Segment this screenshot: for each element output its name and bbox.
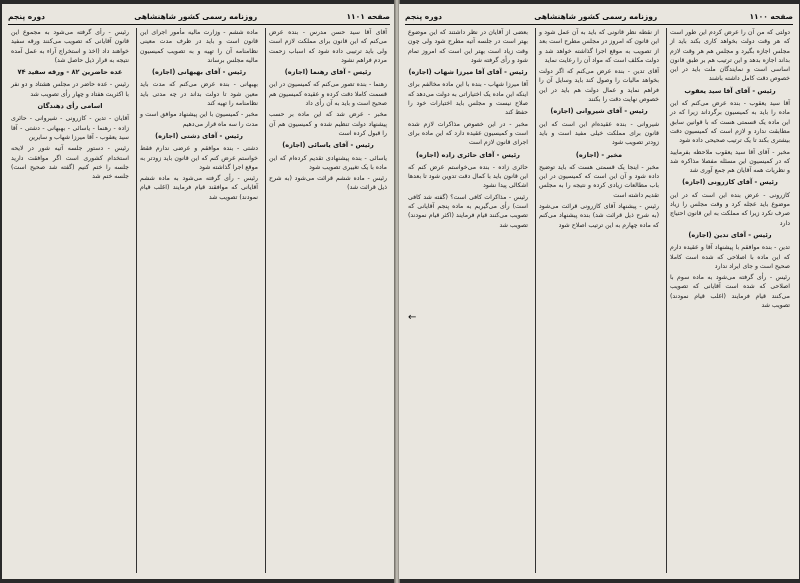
left-page-columns xyxy=(8,28,390,573)
paragraph: مخبر - عرض شد که این ماده بر حسب پیشنهاد دولت تنظیم شده و کمیسیون هم آن را قبول کرده است xyxy=(269,111,387,137)
right-page-number: صفحه ۱۱۰۰ xyxy=(749,11,793,21)
text-column xyxy=(405,28,531,573)
paragraph: رئیس - دستور جلسه آتیه شور در لایحه استخدام کشوری است اگر موافقت دارید جلسه را ختم کنیم (گفته شد صحیح است) جلسه ختم شد xyxy=(11,145,129,181)
paragraph: رئیس - ماده ششم قرائت می‌شود (به شرح ذیل قرائت شد) xyxy=(269,175,387,192)
left-page-header xyxy=(8,8,390,25)
left-page-title: روزنامه رسمی کشور شاهنشاهی xyxy=(134,11,258,21)
right-page xyxy=(398,4,799,579)
left-page-session: دوره پنجم xyxy=(8,11,46,21)
paragraph: مخبر - کمیسیون با این پیشنهاد موافق است و مدت را سه ماه قرار می‌دهیم xyxy=(140,111,258,128)
paragraph: رئیس - پیشنهاد آقای کازرونی قرائت می‌شود (به شرح ذیل قرائت شد) بنده پیشنهاد می‌کنم که ماده چهارم به این ترتیب اصلاح شود xyxy=(539,203,659,229)
paragraph: رئیس - عده حاضر در مجلس هشتاد و دو نفر با اکثریت هفتاد و چهار رأی تصویب شد xyxy=(11,81,129,98)
paragraph: رئیس - رأی گرفته می‌شود به ماده ششم آقایانی که موافقند قیام فرمایند (اغلب قیام نمودند) تصویب شد xyxy=(140,175,258,201)
speaker-heading: رئیس - آقای رهنما (اجازه) xyxy=(284,68,372,77)
speaker-heading: رئیس - آقای دشتی (اجازه) xyxy=(155,131,243,140)
paragraph: تدین - بنده موافقم با پیشنهاد آقا و عقیده دارم که این ماده با اصلاحی که شده است کاملا صحیح است و جای ایراد ندارد xyxy=(670,244,790,270)
paragraph: آقا میرزا شهاب - بنده با این ماده مخالفم برای اینکه این ماده یک اختیاراتی به دولت می‌دهد که صلاح نیست و مجلس باید اختیارات خود را حفظ کند xyxy=(408,81,528,117)
paragraph: رئیس - رأی گرفته می‌شود به ماده سوم با اصلاحی که شده است آقایانی که تصویب می‌کنند قیام فرمایند (اغلب قیام نمودند) تصویب شد xyxy=(670,274,790,310)
paragraph: مخبر - اینجا یک قسمتی هست که باید توضیح داده شود و آن این است که کمیسیون در این باب مطالعات زیادی کرده و نتیجه را به مجلس تقدیم داشته است xyxy=(539,163,659,199)
left-page xyxy=(2,4,397,579)
text-column xyxy=(136,28,261,573)
speaker-heading: رئیس - آقای تدین (اجازه) xyxy=(688,230,772,239)
paragraph: رئیس - رأی گرفته می‌شود به مجموع این قانون آقایانی که تصویب می‌کنند ورقه سفید خواهند داد (اخذ و استخراج آراء به عمل آمده نتیجه به قرار ذیل حاصل شد) xyxy=(11,29,129,64)
speaker-heading: رئیس - آقای آقا سید یعقوب xyxy=(684,86,776,95)
speaker-heading: رئیس - آقای کازرونی (اجازه) xyxy=(682,178,778,187)
text-column xyxy=(265,28,390,573)
paragraph: یاسائی - بنده پیشنهادی تقدیم کرده‌ام که این ماده با یک تغییری تصویب شود xyxy=(269,154,387,171)
speaker-heading: رئیس - آقای حائری زاده (اجازه) xyxy=(416,150,520,159)
speaker-heading: عده حاضرین ۸۲ - ورقه سفید ۷۴ xyxy=(17,68,123,77)
paragraph: بعضی از آقایان در نظر داشتند که این موضوع بهتر است در جلسه آتیه مطرح شود ولی چون وقت زیاد است بهتر این است که امروز تمام شود و رأی گرفته شود xyxy=(408,29,528,64)
paragraph: آقایان - تدین - کازرونی - شیروانی - حائری زاده - رهنما - یاسائی - بهبهانی - دشتی - آقا سید یعقوب - آقا میرزا شهاب و سایرین xyxy=(11,115,129,141)
paragraph: آقای تدین - بنده عرض می‌کنم که اگر دولت بخواهد مالیات را وصول کند باید وسایل آن را فراهم نماید و عمال دولت هم باید در این خصوص نهایت دقت را بکنند xyxy=(539,68,659,104)
speaker-heading: رئیس - آقای بهبهانی (اجازه) xyxy=(152,68,246,77)
right-page-header xyxy=(405,8,793,25)
text-column xyxy=(535,28,662,573)
speaker-heading: رئیس - آقای یاسائی (اجازه) xyxy=(282,141,374,150)
paragraph: آقای آقا سید حسن مدرس - بنده عرض می‌کنم که این قانون برای مملکت لازم است ولی باید ترتیبی داده شود که اسباب زحمت مردم فراهم نشود xyxy=(269,29,387,64)
text-column xyxy=(8,28,132,573)
paragraph: شیروانی - بنده عقیده‌ام این است که این قانون برای مملکت خیلی مفید است و باید زودتر تصویب شود xyxy=(539,120,659,147)
paragraph: مخبر - آقای آقا سید یعقوب ملاحظه بفرمایید که در کمیسیون این مسئله مفصلا مذاکره شد و نظریات همه آقایان هم جمع آوری شد xyxy=(670,148,790,175)
speaker-heading: رئیس - آقای شیروانی (اجازه) xyxy=(550,107,648,116)
paragraph: آقا سید یعقوب - بنده عرض می‌کنم که این ماده را باید به کمیسیون برگرداند زیرا که در این ماده یک قسمتی هست که با قوانین سابق مطابقت ندارد و لازم است که کمیسیون دقت بیشتری بکند تا یک ترتیب صحیحی داده شود xyxy=(670,100,790,145)
left-page-number: صفحه ۱۱۰۱ xyxy=(346,11,390,21)
text-column xyxy=(666,28,793,573)
paragraph: دشتی - بنده موافقم و عرضی ندارم فقط خواستم عرض کنم که این قانون باید زودتر به موقع اجرا گذاشته شود xyxy=(140,145,258,171)
speaker-heading: اسامی رأی دهندگان xyxy=(37,102,103,111)
margin-arrow-mark: ← xyxy=(408,312,417,323)
paragraph: بهبهانی - بنده عرض می‌کنم که مدت باید معین شود تا دولت بداند در چه مدتی باید نظامنامه را تهیه کند xyxy=(140,81,258,108)
paragraph: از نقطه نظر قانونی که باید به آن عمل شود و این قانون که امروز در مجلس مطرح است بعد از تصویب به موقع اجرا گذاشته خواهد شد و دولت مکلف است که مواد آن را رعایت نماید xyxy=(539,29,659,64)
speaker-heading: مخبر - (اجازه) xyxy=(575,150,623,159)
right-page-columns xyxy=(405,28,793,573)
paragraph: دولتی که من آن را عرض کردم این طور است که هر وقت دولت بخواهد کاری بکند باید از مجلس اجازه بگیرد و مجلس هم هر وقت لازم بداند اجازه بدهد و این ترتیب هم بر طبق قانون اساسی است و نمایندگان ملت باید در این خصوص دقت کامل داشته باشند xyxy=(670,29,790,83)
right-page-session: دوره پنجم xyxy=(405,11,443,21)
paragraph: رهنما - بنده تصور می‌کنم که کمیسیون در این قسمت کاملا دقت کرده و عقیده کمیسیون هم صحیح است و باید به آن رأی داد xyxy=(269,81,387,108)
paragraph: حائری زاده - بنده می‌خواستم عرض کنم که این قانون باید با کمال دقت تدوین شود تا بعدها اشکالی پیدا نشود xyxy=(408,163,528,190)
paragraph: مخبر - در این خصوص مذاکرات لازم شده است و کمیسیون عقیده دارد که این ماده برای اجرای قانون لازم است xyxy=(408,120,528,147)
paragraph: کازرونی - عرض بنده این است که در این موضوع باید عجله کرد و وقت مجلس را زیاد صرف نکرد زیرا که مملکت به این قانون احتیاج دارد xyxy=(670,191,790,227)
right-page-title: روزنامه رسمی کشور شاهنشاهی xyxy=(534,11,658,21)
paragraph: ماده ششم - وزارت مالیه مأمور اجرای این قانون است و باید در ظرف مدت معینی نظامنامه آن را تهیه و به تصویب کمیسیون مالیه مجلس برساند xyxy=(140,29,258,64)
speaker-heading: رئیس - آقای آقا میرزا شهاب (اجازه) xyxy=(408,68,528,77)
paragraph: رئیس - مذاکرات کافی است؟ (گفته شد کافی است) رأی می‌گیریم به ماده پنجم آقایانی که تصویب می‌کنند قیام فرمایند (اکثر قیام نمودند) تصویب شد xyxy=(408,193,528,229)
